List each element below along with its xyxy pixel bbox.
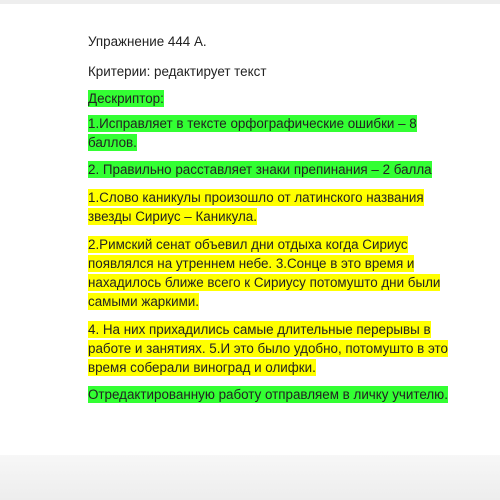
text-paragraph-3 [88, 320, 460, 377]
text-paragraph-3-highlight: 4. На них прихадились самые длительные перерывы в работе и занятиях. 5.И это было удобно, потомушто в это время соберали виноград и олифки. [88, 322, 448, 375]
descriptor-item-2-highlight: 2. Правильно расставляет знаки препинания – 2 балла [88, 162, 432, 177]
text-paragraph-2 [88, 235, 460, 311]
text-paragraph-2-highlight: 2.Римский сенат объевил дни отдыха когда Сириус появлялся на утреннем небе. 3.Сонце в это время и нахадилось ближе всего к Сириусу потомушто дни были самыми жаркими. [88, 237, 441, 309]
footer-note [88, 385, 460, 404]
descriptor-label [88, 89, 460, 108]
descriptor-item-1 [88, 114, 460, 152]
text-paragraph-1-highlight: 1.Слово каникулы произошло от латинского названия звезды Сириус – Каникула. [88, 190, 424, 224]
footer-note-highlight: Отредактированную работу отправляем в личку учителю. [88, 387, 448, 402]
criteria-text: Критерии: редактирует текст [88, 64, 267, 79]
exercise-title: Упражнение 444 А. [88, 34, 207, 49]
bottom-margin-shade [0, 455, 500, 500]
descriptor-item-1-highlight: 1.Исправляет в тексте орфографические ошибки – 8 баллов. [88, 116, 417, 150]
text-paragraph-1 [88, 188, 460, 226]
document-content [88, 32, 460, 411]
top-divider [0, 0, 500, 4]
descriptor-label-highlight: Дескриптор: [88, 91, 164, 106]
descriptor-item-2 [88, 160, 460, 179]
